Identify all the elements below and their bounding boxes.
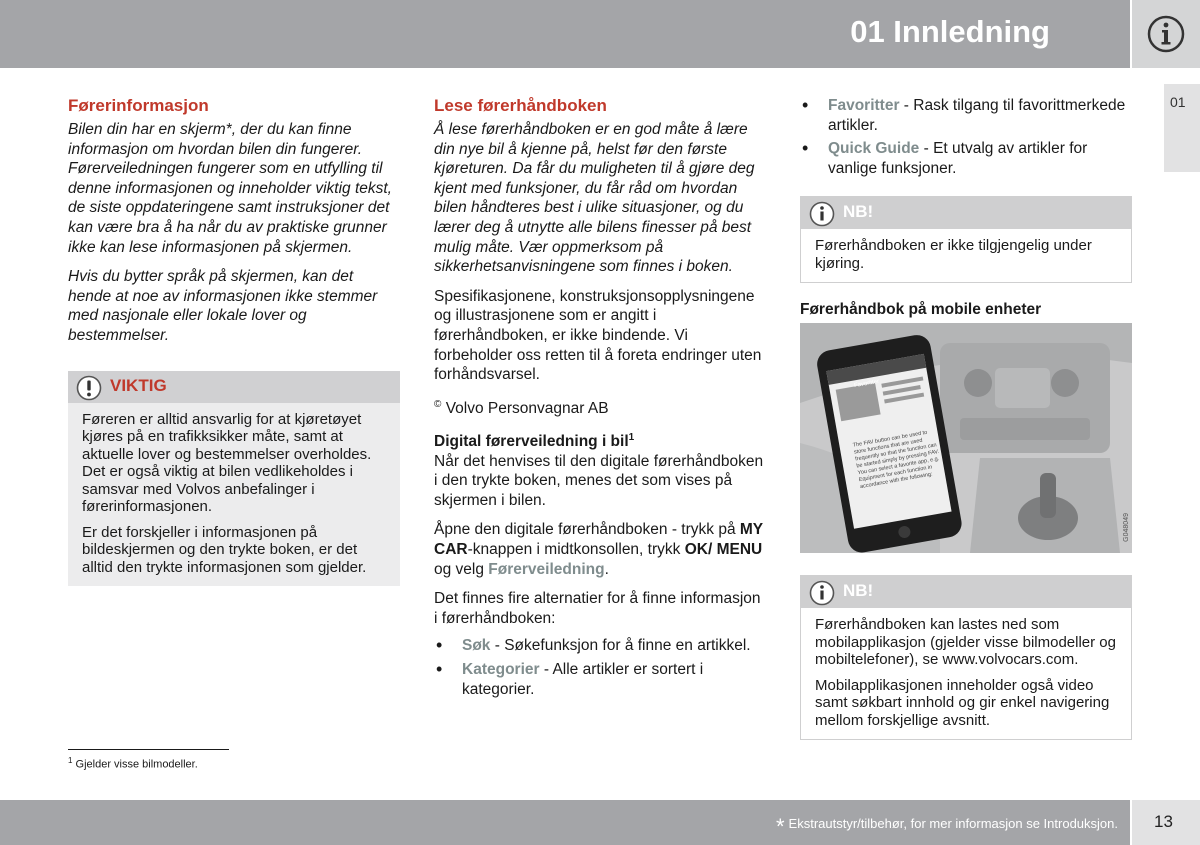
note-box-body (801, 608, 1131, 739)
search-options-list (434, 636, 766, 699)
header-icon-box (1132, 0, 1200, 68)
copyright-text: Volvo Personvagnar AB (445, 399, 609, 417)
car-console-phone-image (800, 323, 1132, 553)
note-box-header (801, 197, 1131, 229)
note-label: NB! (843, 202, 874, 222)
info-circle-icon (809, 580, 835, 606)
chapter-side-tab (1164, 84, 1200, 172)
ok-menu-button-term: OK/ MENU (684, 541, 763, 558)
info-circle-icon (809, 201, 835, 227)
section-heading-mobile: Førerhåndbok på mobile enheter (800, 301, 1042, 319)
sub-heading-text: Digital førerveiledning i bil (434, 433, 629, 451)
note-text: Førerhåndboken kan lastes ned som mobilapplikasjon (gjelder visse bilmodeller og mobiltelefoner), se www.volvocars.com. (815, 616, 1116, 669)
footnote-ref: 1 (628, 432, 635, 444)
info-circle-icon (1146, 14, 1186, 54)
note-box-1 (800, 196, 1132, 283)
page-number-box (1132, 800, 1200, 845)
phone-screen-text: The FAV button can be used to store functions that are used frequently so that the function can be started simply by pressing FAV. You can select a favorite app, e.g. Equipment for each function in accordance with the following: (852, 430, 940, 491)
note-box-header (801, 576, 1131, 608)
sub-heading-digital (434, 432, 766, 451)
paragraph: Bilen din har en skjerm*, der du kan finne informasjon om hvordan bilen din fungerer. Førerveiledningen fungerer som en utfylling til denne informasjonen og inneholder viktig tekst, de siste oppdateringene samt instruksjoner det kan være bra å ha når du av praktiske grunner ikke kan lese informasjonen på skjermen. (68, 121, 392, 256)
note-text: Mobilapplikasjonen inneholder også video samt søkbart innhold og gir enkel navigering mellom forskjellige avsnitt. (815, 676, 1110, 729)
list-item-term: Søk (462, 637, 491, 655)
paragraph-instructions (434, 520, 766, 579)
warning-text: Føreren er alltid ansvarlig for at kjøretøyet kjøres på en trafikksikker måte, samt at aktuelle lover og bestemmelser overholdes. Det er også viktig at bilen vedlikeholdes i samsvar med Volvos anbefalinger i førerinformasjonen. (82, 410, 372, 516)
footer-note (776, 814, 1118, 840)
list-item-text: - Et utvalg av artikler for vanlige funksjoner. (828, 140, 1088, 177)
text-run: Åpne den digitale førerhåndboken - trykk på (434, 521, 740, 539)
phone-screen-title: Favoritter (853, 379, 880, 390)
footer-note-text: Ekstrautstyr/tilbehør, for mer informasjon se Introduksjon. (788, 816, 1118, 831)
footer-asterisk: * (775, 814, 785, 839)
list-item-term: Kategorier (462, 660, 540, 678)
copyright-symbol: © (434, 398, 442, 410)
list-item-text: - Søkefunksjon for å finne en artikkel. (490, 637, 751, 655)
list-item-term: Quick Guide (828, 140, 920, 158)
paragraph: Det finnes fire alternatier for å finne informasjon i førerhåndboken: (434, 590, 761, 627)
column-2 (434, 96, 766, 699)
warning-box-header (68, 371, 400, 403)
page-header-bar (0, 0, 1130, 68)
note-text: Førerhåndboken er ikke tilgjengelig under kjøring. (815, 237, 1092, 272)
note-label: NB! (843, 581, 874, 601)
footnote-mark: 1 (68, 756, 73, 765)
warning-exclamation-icon (76, 375, 102, 401)
footnote-divider (68, 749, 229, 750)
list-item-text: - Alle artikler er sortert i kategorier. (462, 660, 704, 698)
list-item (434, 660, 766, 699)
chapter-side-tab-label: 01 (1170, 94, 1186, 110)
note-box-2 (800, 575, 1132, 740)
paragraph: Spesifikasjonene, konstruksjonsopplysningene og illustrasjonene som er angitt i førerhåndboken, er ikke bindende. Vi forbeholder oss retten til å foreta endringer uten forhåndsvarsel. (434, 287, 762, 384)
column-1 (68, 96, 400, 586)
warning-box-body (68, 403, 400, 587)
footnote-text: Gjelder visse bilmodeller. (75, 758, 198, 771)
list-item (800, 96, 1132, 135)
chapter-title: 01 Innledning (850, 14, 1050, 49)
page-footer-bar (0, 800, 1130, 845)
paragraph: Å lese førerhåndboken er en god måte å lære din nye bil å kjenne på, helst før den første kjøreturen. Da får du muligheten til å gjøre deg kjent med funksjoner, du får råd om hvordan bilen håndteres best i ulike situasjoner, og du lærer deg å utnytte alle bilens finesser på best mulig måte. Vær oppmerksom på sikkerhetsanvisningene som finnes i boken. (434, 121, 755, 276)
copyright-line (434, 395, 766, 419)
warning-text: Er det forskjeller i informasjonen på bildeskjermen og den trykte boken, er det alltid den trykte informasjonen som gjelder. (82, 523, 367, 576)
text-run: . (604, 560, 609, 578)
column-3 (800, 96, 1132, 740)
list-item (800, 139, 1132, 178)
my-car-button-term: MY CAR (434, 521, 763, 558)
image-code: G048049 (1123, 512, 1130, 542)
text-run: og velg (434, 560, 489, 578)
text-run: -knappen i midtkonsollen, trykk (467, 541, 685, 558)
warning-box (68, 371, 400, 587)
paragraph: Når det henvises til den digitale førerhåndboken i den trykte boken, menes det som vises på skjermen i bilen. (434, 452, 764, 509)
warning-label: VIKTIG (110, 375, 167, 395)
list-item-term: Favoritter (828, 97, 900, 114)
paragraph: Hvis du bytter språk på skjermen, kan det hende at noe av informasjonen ikke stemmer med nasjonale eller lokale lover og bestemmelser. (68, 268, 378, 344)
forerveiledning-term: Førerveiledning (488, 560, 605, 578)
search-options-list-cont (800, 96, 1132, 178)
list-item (434, 636, 766, 656)
section-heading-forerinformasjon: Førerinformasjon (68, 96, 209, 115)
list-item-text: - Rask tilgang til favorittmerkede artikler. (828, 97, 1126, 134)
section-heading-lese: Lese førerhåndboken (434, 96, 607, 115)
footnote (68, 756, 198, 771)
page-number: 13 (1154, 812, 1173, 831)
console-illustration (800, 323, 1132, 553)
